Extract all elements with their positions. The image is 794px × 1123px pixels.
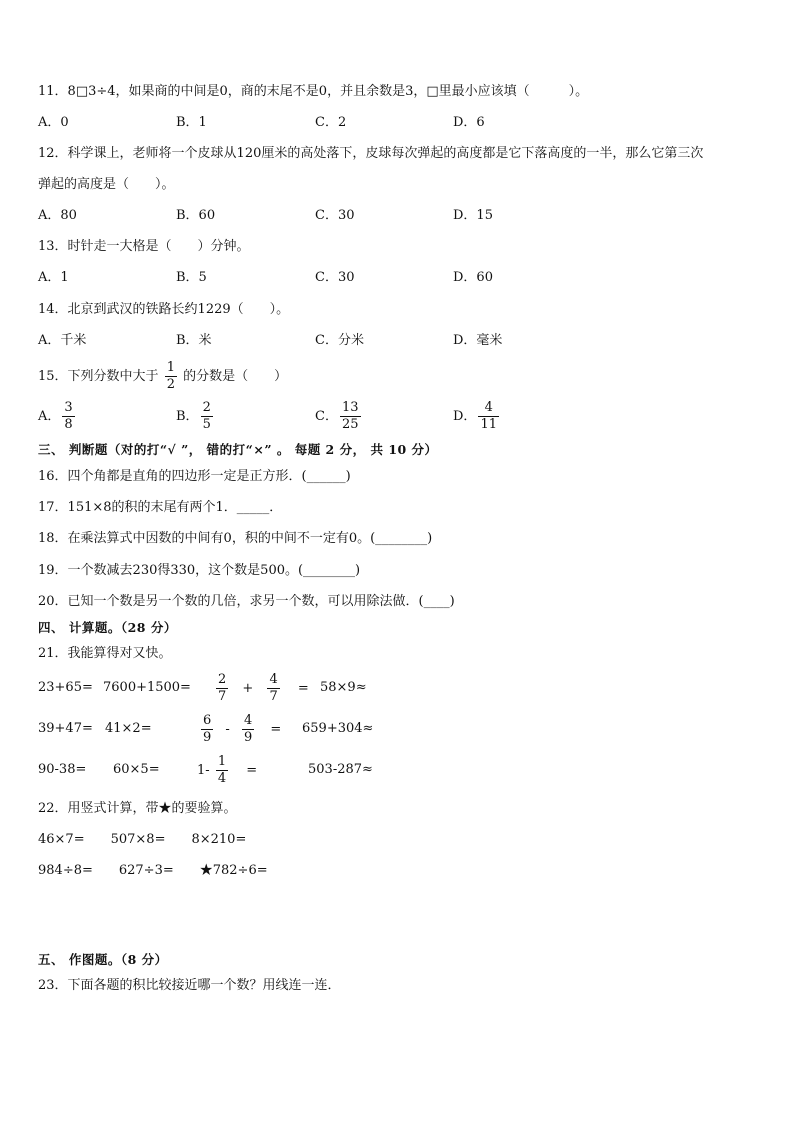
q15-option-c-den: 25 [341, 417, 359, 432]
q21-r2-eq: = [270, 722, 282, 737]
q15-text-after: 的分数是（ ） [183, 369, 288, 384]
q21-r3-f1-num: 1 [217, 754, 227, 769]
q17-text: 17．151×8的积的末尾有两个1．_____． [38, 500, 283, 515]
q21-r1-f1-den: 7 [218, 689, 227, 704]
q14-text: 14．北京到武汉的铁路长约1229（ ）。 [38, 302, 290, 317]
q15-text [38, 358, 287, 396]
q21-r2-d: 659+304≈ [302, 721, 374, 736]
q21-r1-d: 58×9≈ [320, 680, 367, 695]
q15-option-b[interactable] [176, 400, 215, 433]
q21-r1-op: + [242, 681, 254, 696]
q21-r3-f1-den: 4 [217, 771, 227, 786]
section3-title: 三、 判断题（对的打“√ ”， 错的打“×” 。 每题 2 分， 共 10 分） [38, 442, 438, 457]
q21-r1-f2-den: 7 [269, 689, 278, 704]
q15-option-c[interactable] [315, 400, 363, 433]
q16-text: 16．四个角都是直角的四边形一定是正方形．(______) [38, 469, 351, 484]
q21-row3 [0, 752, 794, 792]
q21-r2-f2-num: 4 [243, 713, 253, 728]
q15-option-a-den: 8 [64, 417, 73, 432]
q22-line1: 46×7= 507×8= 8×210= [38, 832, 247, 847]
q13-text: 13．时针走一大格是（ ）分钟。 [38, 239, 250, 254]
q21-r1-expr [214, 672, 309, 705]
q15-option-a-label: A． [38, 409, 61, 424]
q12-option-d[interactable]: D．15 [453, 208, 493, 223]
q21-title: 21．我能算得对又快。 [38, 646, 172, 661]
q15-options [38, 400, 738, 438]
q15-fraction-half [165, 360, 177, 393]
q14-option-a[interactable]: A．千米 [38, 333, 87, 348]
q12-text-line1: 12．科学课上，老师将一个皮球从120厘米的高处落下，皮球每次弹起的高度都是它下落高度的一半，那么它第三次 [38, 146, 704, 161]
q21-r3-b: 60×5= [113, 762, 160, 777]
q11-option-d[interactable]: D．6 [453, 115, 485, 130]
q15-frac-num: 1 [166, 360, 175, 375]
q15-option-b-num: 2 [202, 400, 211, 415]
q13-option-c[interactable]: C．30 [315, 270, 355, 285]
q11-text: 11．8□3÷4，如果商的中间是0，商的末尾不是0，并且余数是3，□里最小应该填（ ）。 [38, 84, 589, 99]
q20-text: 20．已知一个数是另一个数的几倍，求另一个数，可以用除法做．(____) [38, 594, 455, 609]
q21-r2-op: - [225, 722, 230, 737]
q13-option-b[interactable]: B．5 [176, 270, 207, 285]
q21-r1-f2-num: 4 [269, 672, 278, 687]
q21-r2-b: 41×2= [105, 721, 152, 736]
q15-option-d-num: 4 [478, 400, 499, 417]
q21-r2-f1-num: 6 [203, 713, 212, 728]
q12-option-a[interactable]: A．80 [38, 208, 77, 223]
q15-option-b-den: 5 [202, 417, 211, 432]
q21-r2-f2-den: 9 [243, 730, 253, 745]
q15-frac-den: 2 [166, 377, 175, 392]
q22-title: 22．用竖式计算，带★的要验算。 [38, 801, 237, 816]
q11-option-b[interactable]: B．1 [176, 115, 207, 130]
q21-r3-eq: = [246, 763, 258, 778]
q21-r3-expr [197, 754, 257, 787]
q12-options [38, 206, 738, 226]
q15-option-a-num: 3 [64, 400, 73, 415]
q13-option-a[interactable]: A．1 [38, 270, 69, 285]
q15-option-a[interactable] [38, 400, 77, 433]
q15-text-before: 15．下列分数中大于 [38, 369, 159, 384]
q21-row1 [0, 670, 794, 710]
q11-options [38, 113, 738, 133]
q15-option-d[interactable] [453, 400, 501, 433]
q13-option-d[interactable]: D．60 [453, 270, 493, 285]
q11-option-a[interactable]: A．0 [38, 115, 69, 130]
q21-r1-b: 7600+1500= [103, 680, 191, 695]
section5-title: 五、 作图题。（8 分） [38, 952, 168, 967]
q11-option-c[interactable]: C．2 [315, 115, 347, 130]
q15-option-d-label: D． [453, 409, 477, 424]
q21-r3-pre: 1- [197, 763, 210, 778]
q12-text-line2: 弹起的高度是（ ）。 [38, 177, 175, 192]
q21-r3-d: 503-287≈ [308, 762, 373, 777]
q21-r3-a: 90-38= [38, 762, 87, 777]
q19-text: 19．一个数减去230得330，这个数是500。(________) [38, 563, 361, 578]
q14-option-b[interactable]: B．米 [176, 333, 212, 348]
q14-option-c[interactable]: C．分米 [315, 333, 364, 348]
q18-text: 18．在乘法算式中因数的中间有0，积的中间不一定有0。(________) [38, 531, 433, 546]
q21-r2-a: 39+47= [38, 721, 93, 736]
q12-option-b[interactable]: B．60 [176, 208, 216, 223]
q21-row2 [0, 711, 794, 751]
q15-option-c-num: 13 [341, 400, 359, 415]
q15-option-c-label: C． [315, 409, 338, 424]
section4-title: 四、 计算题。（28 分） [38, 620, 177, 635]
q15-option-d-den: 11 [480, 417, 497, 432]
q14-options [38, 331, 738, 351]
q21-r1-eq: = [297, 681, 309, 696]
q21-r1-f1-num: 2 [218, 672, 227, 687]
q23-text: 23．下面各题的积比较接近哪一个数？用线连一连． [38, 978, 341, 993]
q12-option-c[interactable]: C．30 [315, 208, 355, 223]
q21-r2-f1-den: 9 [203, 730, 212, 745]
q21-r1-a: 23+65= [38, 680, 93, 695]
q15-option-b-label: B． [176, 409, 199, 424]
q14-option-d[interactable]: D．毫米 [453, 333, 503, 348]
q13-options [38, 268, 738, 288]
q21-r2-expr [199, 713, 281, 746]
q22-line2: 984÷8= 627÷3= ★782÷6= [38, 863, 268, 878]
